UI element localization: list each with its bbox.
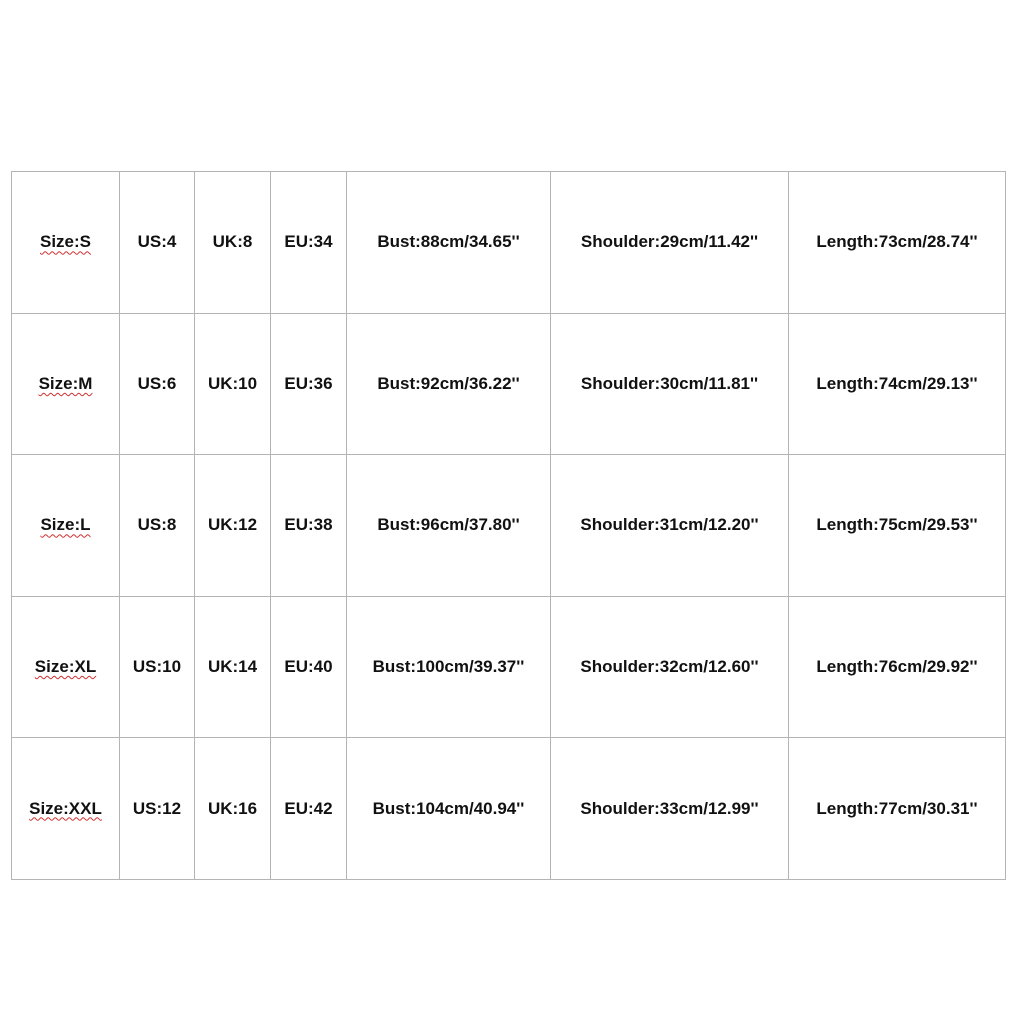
size-cell — [12, 738, 120, 880]
us-size-cell: US:10 — [120, 596, 195, 738]
bust-cell: Bust:104cm/40.94'' — [347, 738, 551, 880]
size-row — [12, 455, 1006, 597]
length-cell: Length:76cm/29.92'' — [789, 596, 1006, 738]
eu-size-cell: EU:34 — [271, 172, 347, 314]
size-cell — [12, 313, 120, 455]
size-row — [12, 313, 1006, 455]
length-cell: Length:75cm/29.53'' — [789, 455, 1006, 597]
us-size-cell: US:4 — [120, 172, 195, 314]
uk-size-cell: UK:10 — [195, 313, 271, 455]
size-cell — [12, 455, 120, 597]
shoulder-cell: Shoulder:33cm/12.99'' — [551, 738, 789, 880]
uk-size-cell: UK:14 — [195, 596, 271, 738]
size-label: Size:XL — [34, 657, 97, 677]
size-cell — [12, 172, 120, 314]
shoulder-cell: Shoulder:30cm/11.81'' — [551, 313, 789, 455]
size-row — [12, 172, 1006, 314]
size-chart-table — [11, 171, 1006, 880]
size-row — [12, 596, 1006, 738]
length-cell: Length:73cm/28.74'' — [789, 172, 1006, 314]
uk-size-cell: UK:12 — [195, 455, 271, 597]
shoulder-cell: Shoulder:31cm/12.20'' — [551, 455, 789, 597]
bust-cell: Bust:92cm/36.22'' — [347, 313, 551, 455]
shoulder-cell: Shoulder:29cm/11.42'' — [551, 172, 789, 314]
bust-cell: Bust:100cm/39.37'' — [347, 596, 551, 738]
size-label: Size:M — [38, 373, 93, 393]
us-size-cell: US:6 — [120, 313, 195, 455]
uk-size-cell: UK:8 — [195, 172, 271, 314]
size-row — [12, 738, 1006, 880]
eu-size-cell: EU:40 — [271, 596, 347, 738]
eu-size-cell: EU:36 — [271, 313, 347, 455]
eu-size-cell: EU:38 — [271, 455, 347, 597]
shoulder-cell: Shoulder:32cm/12.60'' — [551, 596, 789, 738]
size-label: Size:XXL — [29, 798, 102, 818]
bust-cell: Bust:88cm/34.65'' — [347, 172, 551, 314]
length-cell: Length:74cm/29.13'' — [789, 313, 1006, 455]
length-cell: Length:77cm/30.31'' — [789, 738, 1006, 880]
us-size-cell: US:12 — [120, 738, 195, 880]
size-label: Size:S — [39, 232, 92, 252]
size-cell — [12, 596, 120, 738]
us-size-cell: US:8 — [120, 455, 195, 597]
size-label: Size:L — [40, 515, 91, 535]
eu-size-cell: EU:42 — [271, 738, 347, 880]
uk-size-cell: UK:16 — [195, 738, 271, 880]
bust-cell: Bust:96cm/37.80'' — [347, 455, 551, 597]
